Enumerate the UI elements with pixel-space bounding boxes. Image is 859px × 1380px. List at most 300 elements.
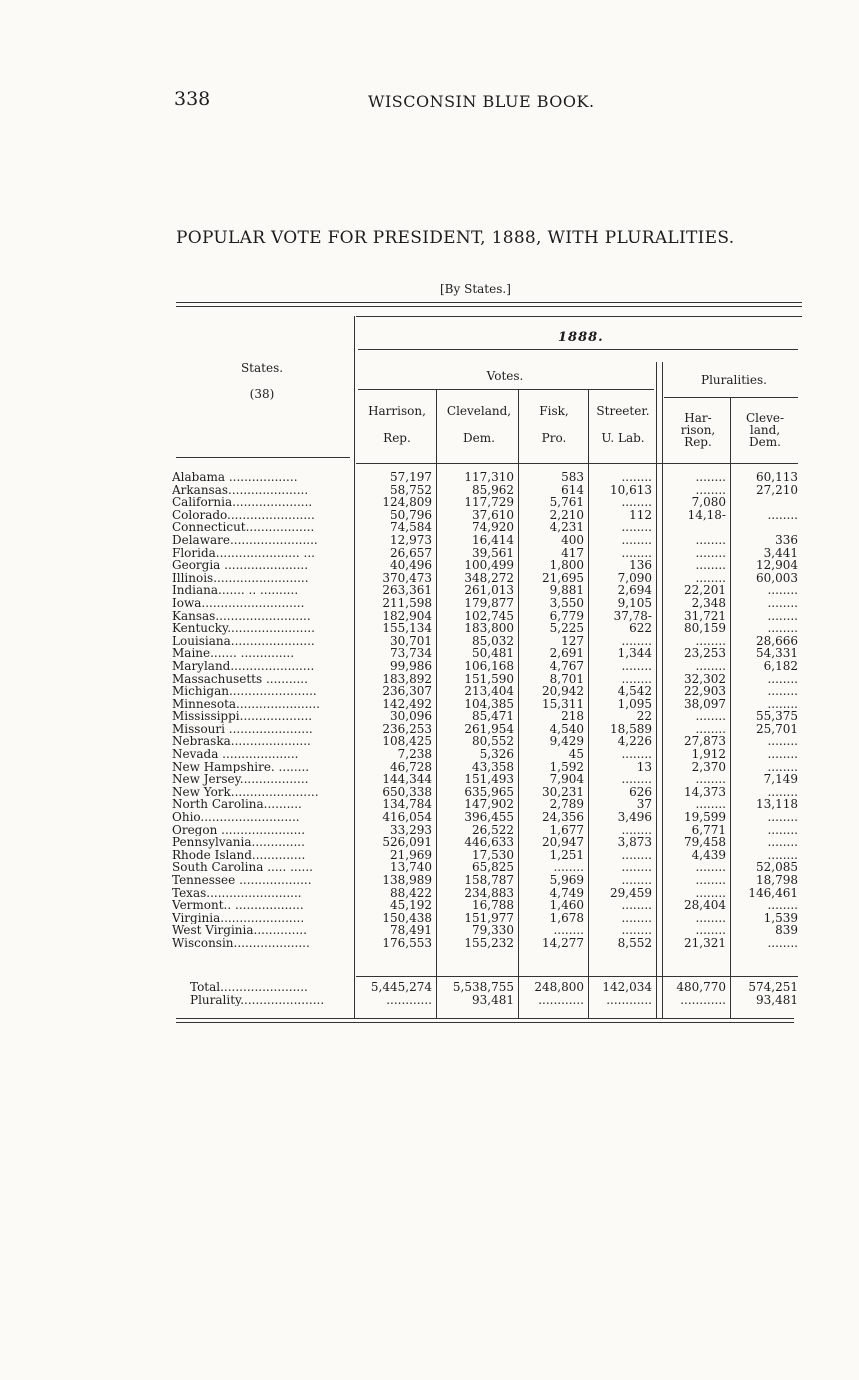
- table-cell-streeter: 622: [629, 622, 652, 635]
- table-cell-plur-h: ........: [695, 483, 726, 497]
- table-cell-plur-h: 14,373: [684, 785, 726, 799]
- table-cell-cleveland: 39,561: [472, 546, 514, 560]
- plurality-fisk: ............: [538, 993, 584, 1007]
- table-cell-plur-c: ........: [767, 811, 798, 824]
- table-cell-cleveland: 151,493: [464, 773, 514, 786]
- table-cell-cleveland: 155,232: [464, 936, 514, 950]
- table-cell-plur-h: 23,253: [684, 647, 726, 660]
- table-cell-plur-c: 6,182: [763, 659, 798, 673]
- table-cell-harrison: 78,491: [390, 924, 432, 937]
- state-name: Georgia ......................: [172, 559, 309, 572]
- states-header: States.: [240, 361, 284, 375]
- table-cell-plur-c: ........: [767, 584, 798, 597]
- col-divider-states: [354, 316, 355, 1018]
- state-name: Oregon ......................: [172, 823, 306, 837]
- total-harrison: 5,445,274: [370, 981, 432, 994]
- state-name: Vermont.. ..................: [172, 899, 304, 912]
- table-cell-streeter: 13: [636, 760, 652, 774]
- plur-rule: [664, 397, 798, 398]
- plur-harrison-header-1: Har-: [684, 411, 712, 425]
- state-name: Wisconsin....................: [172, 936, 310, 950]
- table-cell-fisk: 1,592: [549, 760, 584, 774]
- table-cell-streeter: ........: [621, 533, 652, 547]
- table-cell-fisk: 2,789: [549, 798, 584, 812]
- table-cell-plur-h: ........: [695, 911, 726, 925]
- header-bottom-rule: [176, 457, 350, 458]
- table-cell-fisk: 9,429: [549, 735, 584, 749]
- table-cell-harrison: 45,192: [390, 899, 432, 912]
- table-cell-plur-h: 28,404: [684, 899, 726, 912]
- table-cell-plur-c: 55,375: [756, 710, 798, 723]
- table-cell-harrison: 650,338: [382, 785, 432, 799]
- state-name: Texas.........................: [172, 886, 302, 900]
- table-cell-plur-h: ........: [695, 773, 726, 786]
- table-cell-streeter: 3,873: [617, 836, 652, 849]
- table-cell-harrison: 124,809: [382, 496, 432, 509]
- col-divider-fisk: [588, 389, 589, 1018]
- total-plur-harrison: 480,770: [676, 981, 726, 994]
- state-name: Massachusetts ...........: [172, 672, 308, 686]
- table-cell-plur-c: ........: [767, 760, 798, 774]
- table-cell-plur-h: ........: [695, 722, 726, 736]
- state-name: Arkansas.....................: [172, 483, 309, 497]
- table-cell-streeter: 10,613: [610, 483, 652, 497]
- table-cell-cleveland: 151,590: [464, 672, 514, 686]
- table-cell-plur-h: 22,201: [684, 584, 726, 597]
- state-name: Colorado.......................: [172, 508, 315, 522]
- table-cell-plur-c: 60,113: [756, 471, 798, 484]
- table-cell-fisk: 5,969: [549, 874, 584, 887]
- harrison-column: [356, 471, 432, 950]
- table-cell-cleveland: 234,883: [464, 886, 514, 900]
- table-cell-plur-h: 27,873: [684, 735, 726, 749]
- table-cell-cleveland: 147,902: [464, 798, 514, 812]
- table-cell-harrison: 99,986: [390, 659, 432, 673]
- table-cell-fisk: 20,942: [542, 685, 584, 698]
- table-cell-fisk: ........: [553, 861, 584, 874]
- table-cell-fisk: 1,678: [549, 911, 584, 925]
- table-cell-cleveland: 102,745: [464, 609, 514, 623]
- table-cell-plur-c: ........: [767, 936, 798, 950]
- table-cell-fisk: 30,231: [542, 785, 584, 799]
- table-cell-plur-c: 28,666: [756, 634, 798, 648]
- votes-header: Votes.: [486, 369, 524, 383]
- table-cell-plur-c: ........: [767, 848, 798, 862]
- fisk-party: Pro.: [541, 431, 567, 445]
- table-cell-plur-h: 2,370: [691, 760, 726, 774]
- cleveland-party: Dem.: [463, 431, 495, 445]
- cleveland-header: Cleveland,: [446, 404, 512, 418]
- table-cell-harrison: 134,784: [382, 798, 432, 812]
- state-name: Illinois.........................: [172, 571, 309, 585]
- table-cell-streeter: 4,226: [617, 735, 652, 749]
- state-name: New York.......................: [172, 785, 319, 799]
- table-cell-harrison: 12,973: [390, 533, 432, 547]
- table-cell-fisk: 417: [561, 546, 584, 560]
- table-cell-streeter: ........: [621, 634, 652, 648]
- table-cell-harrison: 155,134: [382, 622, 432, 635]
- table-cell-fisk: 4,231: [549, 521, 584, 534]
- state-name: Virginia......................: [172, 911, 305, 925]
- table-cell-streeter: ........: [621, 874, 652, 887]
- plur-cleveland-header-2: land,: [749, 423, 781, 437]
- table-cell-plur-h: ........: [695, 710, 726, 723]
- table-cell-harrison: 7,238: [397, 748, 432, 761]
- table-cell-plur-c: ........: [767, 748, 798, 761]
- state-name: Rhode Island..............: [172, 848, 306, 862]
- table-cell-plur-h: 21,321: [684, 936, 726, 950]
- table-cell-harrison: 236,307: [382, 685, 432, 698]
- state-name: Tennessee ...................: [172, 874, 312, 887]
- table-cell-cleveland: 5,326: [479, 748, 514, 761]
- col-divider-plur: [730, 397, 731, 1018]
- state-name: Missouri ......................: [172, 722, 313, 736]
- table-cell-plur-c: ........: [767, 697, 798, 711]
- table-cell-cleveland: 74,920: [472, 521, 514, 534]
- table-cell-harrison: 416,054: [382, 811, 432, 824]
- table-cell-plur-h: ........: [695, 886, 726, 900]
- table-cell-streeter: 22: [636, 710, 652, 723]
- bottom-rule: [176, 1018, 794, 1019]
- table-cell-streeter: 8,552: [617, 936, 652, 950]
- table-cell-cleveland: 446,633: [464, 836, 514, 849]
- table-cell-plur-c: 60,003: [756, 571, 798, 585]
- plur-harrison-column: [664, 471, 726, 950]
- table-cell-plur-h: 22,903: [684, 685, 726, 698]
- table-cell-plur-h: ........: [695, 471, 726, 484]
- table-cell-harrison: 74,584: [390, 521, 432, 534]
- table-cell-harrison: 526,091: [382, 836, 432, 849]
- col-divider-double: [662, 362, 663, 1018]
- plurality-cleveland: 93,481: [472, 993, 514, 1007]
- table-cell-plur-c: 3,441: [763, 546, 798, 560]
- states-column: [172, 471, 350, 950]
- col-divider-streeter: [656, 362, 657, 1018]
- top-rule-3: [356, 316, 802, 317]
- total-cleveland: 5,538,755: [452, 981, 514, 994]
- state-name: Maine....... ..............: [172, 647, 295, 660]
- table-cell-plur-c: 25,701: [756, 722, 798, 736]
- table-cell-streeter: 626: [629, 785, 652, 799]
- table-cell-fisk: 20,947: [542, 836, 584, 849]
- table-cell-plur-h: ........: [695, 798, 726, 812]
- state-name: Maryland......................: [172, 659, 315, 673]
- table-cell-cleveland: 158,787: [464, 874, 514, 887]
- table-cell-fisk: 21,695: [542, 571, 584, 585]
- table-cell-streeter: ........: [621, 861, 652, 874]
- cleveland-column: [438, 471, 514, 950]
- table-cell-harrison: 40,496: [390, 559, 432, 572]
- table-cell-plur-c: ........: [767, 823, 798, 837]
- table-cell-cleveland: 79,330: [472, 924, 514, 937]
- state-name: Louisiana......................: [172, 634, 315, 648]
- running-head: WISCONSIN BLUE BOOK.: [368, 92, 595, 111]
- streeter-column: [590, 471, 652, 950]
- total-fisk: 248,800: [534, 981, 584, 994]
- table-cell-plur-c: 7,149: [763, 773, 798, 786]
- table-cell-cleveland: 179,877: [464, 596, 514, 610]
- state-name: Delaware.......................: [172, 533, 318, 547]
- table-cell-streeter: 1,095: [617, 697, 652, 711]
- state-name: Ohio..........................: [172, 811, 300, 824]
- plurality-plur-cleveland: 93,481: [756, 993, 798, 1007]
- table-cell-fisk: 1,800: [549, 559, 584, 572]
- top-rule: [176, 302, 802, 303]
- plur-harrison-header-2: rison,: [680, 423, 716, 437]
- table-cell-cleveland: 85,032: [472, 634, 514, 648]
- table-cell-fisk: 5,761: [549, 496, 584, 509]
- table-cell-fisk: 614: [561, 483, 584, 497]
- table-cell-plur-c: 336: [775, 533, 798, 547]
- table-cell-streeter: ........: [621, 496, 652, 509]
- state-name: Kansas.........................: [172, 609, 311, 623]
- plurality-streeter: ............: [606, 993, 652, 1007]
- table-cell-cleveland: 117,729: [464, 496, 514, 509]
- table-cell-fisk: 9,881: [549, 584, 584, 597]
- table-cell-plur-h: ........: [695, 533, 726, 547]
- plurality-plur-harrison: ............: [680, 993, 726, 1007]
- table-cell-plur-h: ........: [695, 874, 726, 887]
- table-cell-fisk: 1,460: [549, 899, 584, 912]
- table-cell-streeter: 18,589: [610, 722, 652, 736]
- table-cell-plur-c: ........: [767, 836, 798, 849]
- total-plur-cleveland: 574,251: [748, 981, 798, 994]
- table-cell-harrison: 33,293: [390, 823, 432, 837]
- table-cell-harrison: 142,492: [382, 697, 432, 711]
- table-cell-streeter: 2,694: [617, 584, 652, 597]
- table-cell-fisk: 4,767: [549, 659, 584, 673]
- table-cell-plur-h: 6,771: [691, 823, 726, 837]
- table-cell-cleveland: 37,610: [472, 508, 514, 522]
- table-cell-streeter: 37: [636, 798, 652, 812]
- table-cell-plur-c: ........: [767, 785, 798, 799]
- table-cell-fisk: 218: [561, 710, 584, 723]
- table-cell-harrison: 236,253: [382, 722, 432, 736]
- table-cell-cleveland: 183,800: [464, 622, 514, 635]
- table-cell-cleveland: 80,552: [472, 735, 514, 749]
- table-cell-harrison: 150,438: [382, 911, 432, 925]
- state-name: New Hampshire. ........: [172, 760, 310, 774]
- table-cell-harrison: 88,422: [390, 886, 432, 900]
- table-cell-plur-h: ........: [695, 546, 726, 560]
- table-cell-harrison: 50,796: [390, 508, 432, 522]
- table-cell-streeter: 7,090: [617, 571, 652, 585]
- state-name: South Carolina ..... ......: [172, 861, 313, 874]
- table-cell-streeter: 1,344: [617, 647, 652, 660]
- table-cell-fisk: 7,904: [549, 773, 584, 786]
- table-cell-cleveland: 85,962: [472, 483, 514, 497]
- table-cell-plur-h: 19,599: [684, 811, 726, 824]
- table-cell-plur-h: ........: [695, 634, 726, 648]
- table-cell-fisk: 400: [561, 533, 584, 547]
- table-cell-cleveland: 17,530: [472, 848, 514, 862]
- state-name: Florida...................... ...: [172, 546, 315, 560]
- state-name: Minnesota......................: [172, 697, 320, 711]
- table-cell-fisk: 5,225: [549, 622, 584, 635]
- table-cell-plur-h: 7,080: [691, 496, 726, 509]
- table-cell-cleveland: 213,404: [464, 685, 514, 698]
- table-cell-fisk: 3,550: [549, 596, 584, 610]
- table-cell-harrison: 183,892: [382, 672, 432, 686]
- table-title: POPULAR VOTE FOR PRESIDENT, 1888, WITH PLURALITIES.: [176, 228, 735, 248]
- table-cell-streeter: ........: [621, 659, 652, 673]
- table-cell-plur-c: 146,461: [748, 886, 798, 900]
- table-cell-streeter: 9,105: [617, 596, 652, 610]
- top-rule-2: [176, 306, 802, 307]
- table-cell-streeter: ........: [621, 924, 652, 937]
- table-cell-plur-c: ........: [767, 685, 798, 698]
- table-cell-fisk: 8,701: [549, 672, 584, 686]
- table-cell-cleveland: 100,499: [464, 559, 514, 572]
- table-cell-cleveland: 85,471: [472, 710, 514, 723]
- table-cell-plur-h: ........: [695, 861, 726, 874]
- table-cell-harrison: 144,344: [382, 773, 432, 786]
- table-cell-fisk: 6,779: [549, 609, 584, 623]
- table-cell-cleveland: 43,358: [472, 760, 514, 774]
- table-cell-plur-h: ........: [695, 924, 726, 937]
- table-cell-harrison: 182,904: [382, 609, 432, 623]
- bottom-rule-2: [176, 1022, 794, 1023]
- fisk-header: Fisk,: [539, 404, 569, 418]
- table-cell-harrison: 26,657: [390, 546, 432, 560]
- plurality-label: Plurality......................: [190, 993, 325, 1007]
- table-cell-plur-c: 54,331: [756, 647, 798, 660]
- table-cell-streeter: 29,459: [610, 886, 652, 900]
- table-cell-plur-h: 2,348: [691, 596, 726, 610]
- table-cell-cleveland: 50,481: [472, 647, 514, 660]
- table-cell-cleveland: 106,168: [464, 659, 514, 673]
- table-cell-harrison: 138,989: [382, 874, 432, 887]
- table-cell-plur-c: [732, 521, 798, 534]
- state-name: Pennsylvania..............: [172, 836, 305, 849]
- col-divider-harrison: [436, 389, 437, 1018]
- table-cell-plur-h: 32,302: [684, 672, 726, 686]
- streeter-header: Streeter.: [596, 404, 650, 418]
- table-cell-plur-h: ........: [695, 659, 726, 673]
- table-cell-plur-h: 31,721: [684, 609, 726, 623]
- table-cell-streeter: ........: [621, 823, 652, 837]
- table-cell-fisk: 45: [568, 748, 584, 761]
- table-cell-cleveland: 261,013: [464, 584, 514, 597]
- table-cell-fisk: 4,749: [549, 886, 584, 900]
- table-cell-harrison: 13,740: [390, 861, 432, 874]
- table-cell-cleveland: 396,455: [464, 811, 514, 824]
- table-cell-harrison: 73,734: [390, 647, 432, 660]
- streeter-party: U. Lab.: [601, 431, 645, 445]
- table-cell-fisk: ........: [553, 924, 584, 937]
- table-cell-harrison: 30,701: [390, 634, 432, 648]
- state-name: California.....................: [172, 496, 313, 509]
- table-cell-harrison: 21,969: [390, 848, 432, 862]
- header-bottom-rule-right: [356, 463, 798, 464]
- table-cell-streeter: ........: [621, 471, 652, 484]
- state-name: Nevada ....................: [172, 748, 299, 761]
- table-cell-plur-c: 839: [775, 924, 798, 937]
- year-header: 1888.: [558, 330, 604, 345]
- harrison-header: Harrison,: [368, 404, 426, 418]
- plur-cleveland-header-1: Cleve-: [745, 411, 785, 425]
- table-cell-streeter: ........: [621, 546, 652, 560]
- table-cell-plur-c: 52,085: [756, 861, 798, 874]
- table-cell-harrison: 370,473: [382, 571, 432, 585]
- table-cell-cleveland: 65,825: [472, 861, 514, 874]
- table-cell-plur-h: 38,097: [684, 697, 726, 711]
- table-cell-harrison: 108,425: [382, 735, 432, 749]
- table-cell-harrison: 57,197: [390, 471, 432, 484]
- table-subtitle: [By States.]: [440, 282, 511, 296]
- state-name: Iowa...........................: [172, 596, 305, 610]
- state-name: Alabama ..................: [172, 471, 298, 484]
- state-name: North Carolina..........: [172, 798, 302, 812]
- total-label: Total.......................: [190, 981, 308, 994]
- table-cell-streeter: ........: [621, 748, 652, 761]
- page-number: 338: [174, 88, 211, 110]
- table-cell-plur-c: 12,904: [756, 559, 798, 572]
- col-divider-cleveland: [518, 389, 519, 1018]
- table-cell-harrison: 46,728: [390, 760, 432, 774]
- totals-rule: [356, 976, 798, 977]
- table-cell-cleveland: 635,965: [464, 785, 514, 799]
- table-cell-cleveland: 151,977: [464, 911, 514, 925]
- table-cell-cleveland: 26,522: [472, 823, 514, 837]
- table-cell-fisk: 14,277: [542, 936, 584, 950]
- table-cell-cleveland: 16,414: [472, 533, 514, 547]
- table-cell-plur-c: ........: [767, 735, 798, 749]
- table-cell-streeter: ........: [621, 521, 652, 534]
- table-cell-cleveland: 117,310: [464, 471, 514, 484]
- table-cell-plur-c: 1,539: [763, 911, 798, 925]
- table-cell-plur-c: 18,798: [756, 874, 798, 887]
- table-cell-harrison: 30,096: [390, 710, 432, 723]
- table-cell-cleveland: 16,788: [472, 899, 514, 912]
- table-cell-streeter: 112: [629, 508, 652, 522]
- table-cell-streeter: ........: [621, 773, 652, 786]
- table-cell-fisk: 583: [561, 471, 584, 484]
- state-name: Kentucky.......................: [172, 622, 315, 635]
- table-cell-fisk: 127: [561, 634, 584, 648]
- state-name: Michigan.......................: [172, 685, 317, 698]
- plur-cleveland-header-3: Dem.: [749, 435, 781, 449]
- table-cell-fisk: 1,677: [549, 823, 584, 837]
- table-cell-fisk: 2,691: [549, 647, 584, 660]
- table-cell-cleveland: 348,272: [464, 571, 514, 585]
- table-cell-fisk: 2,210: [549, 508, 584, 522]
- table-cell-fisk: 1,251: [549, 848, 584, 862]
- table-cell-plur-c: ........: [767, 596, 798, 610]
- table-cell-plur-h: ........: [695, 571, 726, 585]
- table-cell-cleveland: 261,954: [464, 722, 514, 736]
- table-cell-streeter: ........: [621, 911, 652, 925]
- table-cell-plur-h: 14,18-: [687, 508, 726, 522]
- state-name: West Virginia..............: [172, 924, 307, 937]
- state-name: Nebraska.....................: [172, 735, 311, 749]
- table-cell-fisk: 24,356: [542, 811, 584, 824]
- table-cell-harrison: 176,553: [382, 936, 432, 950]
- table-cell-streeter: ........: [621, 848, 652, 862]
- table-cell-cleveland: 104,385: [464, 697, 514, 711]
- plurality-harrison: ............: [386, 993, 432, 1007]
- states-count: (38): [249, 387, 275, 401]
- table-cell-plur-c: [732, 496, 798, 509]
- harrison-party: Rep.: [383, 431, 411, 445]
- table-cell-fisk: 15,311: [542, 697, 584, 711]
- total-streeter: 142,034: [602, 981, 652, 994]
- table-cell-streeter: 3,496: [617, 811, 652, 824]
- table-cell-plur-h: 4,439: [691, 848, 726, 862]
- table-cell-harrison: 263,361: [382, 584, 432, 597]
- state-name: New Jersey..................: [172, 773, 309, 786]
- table-cell-plur-h: 80,159: [684, 622, 726, 635]
